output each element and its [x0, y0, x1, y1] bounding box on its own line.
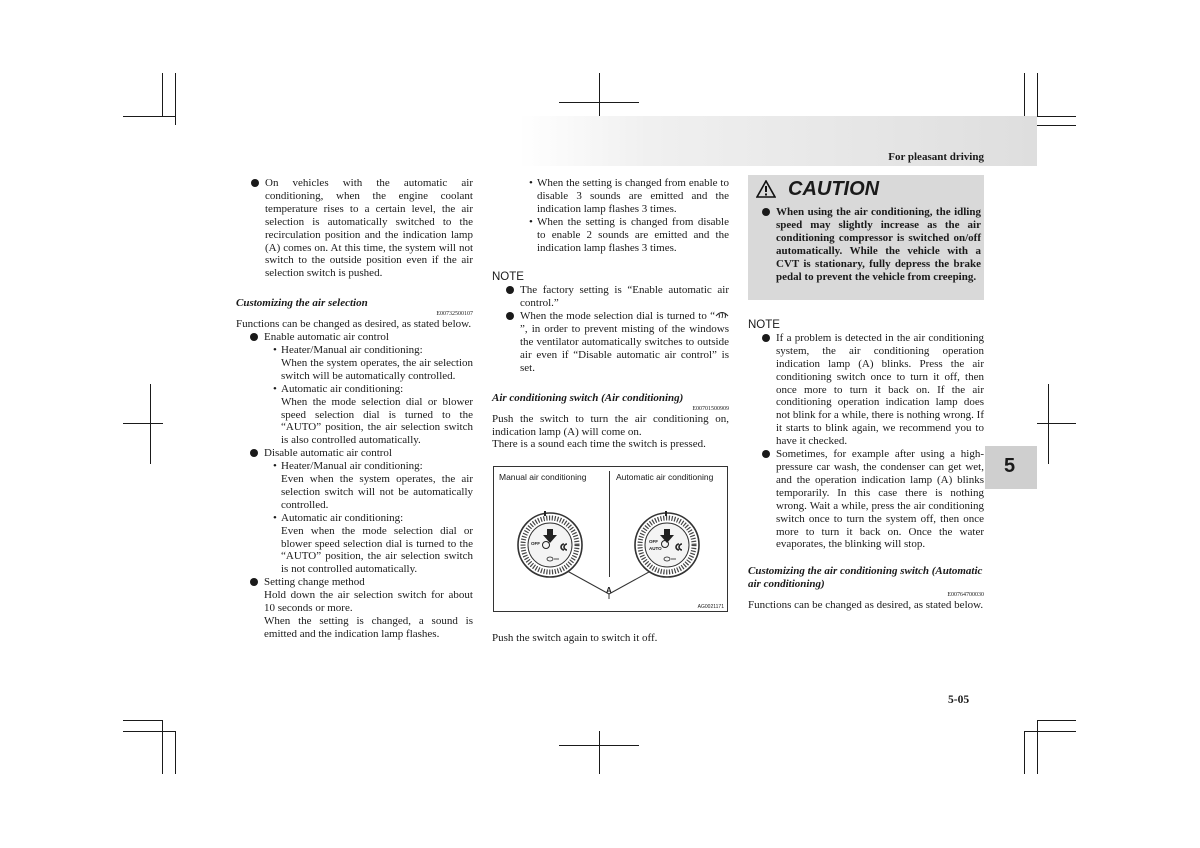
note-label: NOTE [492, 271, 524, 284]
sub-item-text: Even when the mode selection dial or blower speed selection dial is turned to the “AUTO” position, the air selection switch is not controlled automatically. [281, 524, 473, 576]
section-heading: Air conditioning switch (Air conditioning) [492, 391, 684, 404]
bullet-item [236, 447, 473, 460]
sub-bullet-icon: • [273, 343, 277, 356]
chapter-tab [985, 446, 1037, 489]
item-text: Hold down the air selection switch for about 10 seconds or more. [264, 589, 473, 615]
ac-switch-figure [493, 466, 728, 612]
item-label: Setting change method [264, 576, 365, 589]
bullet-dot-icon [506, 286, 514, 294]
crop-mark [150, 384, 151, 464]
dial-pointer [544, 511, 546, 516]
lead-text: Functions can be changed as desired, as stated below. [236, 318, 472, 331]
sub-item-label: Automatic air conditioning: [281, 382, 404, 395]
crop-mark [1037, 73, 1038, 116]
sub-item-text: When the system operates, the air selection switch will be automatically controlled. [281, 356, 473, 382]
crop-mark [1048, 384, 1049, 464]
figure-code: AG0021171 [697, 604, 724, 610]
sub-item [236, 460, 473, 473]
bullet-dot-icon [762, 450, 770, 458]
caution-text: When using the air conditioning, the idling speed may slightly increase as the air conditioning compressor is switched on/off automatically. While the vehicle with a CVT is stationary, fully depress the brake pedal to prevent the vehicle from creeping. [776, 206, 981, 283]
note-text: If a problem is detected in the air conditioning system, the air conditioning operation indication lamp (A) blinks. Press the air conditioning switch once to turn it off, then once more to turn it back on. If the air conditioning operation indication lamp does not blink for a while, there is nothing wrong. If it starts to blink again, we recommend you to have it checked. [776, 331, 984, 448]
sub-bullet-icon: • [273, 511, 277, 524]
bullet-dot-icon [762, 334, 770, 342]
crop-mark [175, 731, 176, 774]
sub-item [492, 177, 729, 216]
dial-pointer [665, 511, 667, 516]
body-text: Push the switch to turn the air conditioning on, indication lamp (A) will come on. [492, 412, 729, 438]
note-item [748, 332, 984, 448]
sub-bullet-icon: • [273, 382, 277, 395]
item-label: Enable automatic air control [264, 331, 389, 344]
crop-mark [123, 731, 175, 732]
heading-code: E00701500909 [692, 405, 729, 412]
bullet-item [236, 576, 473, 589]
warning-triangle-icon [756, 180, 776, 198]
manual-dial [518, 511, 582, 577]
sub-item-text: When the mode selection dial or blower speed selection dial is turned to the “AUTO” position, the air selection switch is also controlled automatically. [281, 395, 473, 447]
heading-code: E00764700030 [947, 592, 984, 599]
sub-item [236, 383, 473, 396]
crop-mark [599, 731, 600, 774]
sub-bullet-icon: • [529, 177, 533, 189]
crop-mark [123, 720, 163, 721]
body-text: Push the switch again to switch it off. [492, 632, 658, 644]
sub-item-label: Automatic air conditioning: [281, 511, 404, 524]
sub-item-text: Even when the system operates, the air selection switch will not be automatically controlled. [281, 473, 473, 511]
sub-bullet-icon: • [273, 460, 277, 473]
sub-item [236, 344, 473, 357]
bullet-dot-icon [251, 179, 259, 187]
automatic-dial [635, 511, 699, 577]
crop-mark [1037, 423, 1076, 424]
crop-mark [162, 73, 163, 116]
column-3 [748, 319, 984, 612]
note-text-pre: When the mode selection dial is turned to “ [520, 310, 715, 323]
bullet-dot-icon [250, 449, 258, 457]
crop-mark [1037, 125, 1076, 126]
bullet-dot-icon [506, 312, 514, 320]
crop-mark [1024, 731, 1025, 774]
sub-item-label: Heater/Manual air conditioning: [281, 343, 423, 356]
note-text: Sometimes, for example after using a high-pressure car wash, the condenser can get wet, and the operation indication lamp (A) blinks temporarily. In this case there is nothing wrong. Wait a while, press the air conditioning switch once to turn the system off, then once more to turn it back on. Once the water evaporates, the blinking will stop. [776, 448, 984, 551]
heading-code: E00732500107 [436, 311, 473, 318]
note-item [492, 284, 729, 310]
figure-label-manual: Manual air conditioning [499, 472, 587, 482]
intro-text: On vehicles with the automatic air conditioning, when the engine coolant temperature rises to a certain level, the air selection is automatically switched to the recirculation position and the indication lamp (A) comes on. At this time, the system will not switch to the outside position even if the air selection switch is pushed. [265, 177, 473, 280]
bullet-dot-icon [762, 208, 770, 216]
note-item [748, 448, 984, 551]
section-heading: Customizing the air selection [236, 297, 368, 310]
note-text: The factory setting is “Enable automatic air control.” [520, 284, 729, 310]
item-text: When the setting is changed, a sound is emitted and the indication lamp flashes. [264, 615, 473, 640]
crop-mark [1024, 731, 1076, 732]
page-number: 5-05 [948, 694, 970, 706]
lead-text: Functions can be changed as desired, as stated below. [748, 599, 984, 612]
bullet-item [236, 331, 473, 344]
section-heading: Customizing the air conditioning switch (Automatic air conditioning) [748, 565, 983, 591]
crop-mark [1037, 720, 1076, 721]
crop-mark [123, 116, 175, 117]
bullet-dot-icon [250, 578, 258, 586]
section-title: For pleasant driving [888, 151, 984, 163]
callout-label: A [606, 586, 612, 595]
dial-auto-label: AUTO [649, 546, 662, 551]
dial-off-label: OFF [649, 539, 658, 544]
sub-item-label: Heater/Manual air conditioning: [281, 460, 423, 473]
crop-mark [175, 73, 176, 125]
sub-item [492, 216, 729, 255]
body-text: There is a sound each time the switch is pressed. [492, 438, 706, 451]
item-label: Disable automatic air control [264, 447, 392, 460]
column-2 [492, 177, 729, 451]
bullet-dot-icon [250, 333, 258, 341]
note-item [492, 310, 729, 375]
dial-off-label: OFF [531, 541, 540, 546]
crop-mark [1037, 720, 1038, 774]
sub-item-text: When the setting is changed from disable to enable 2 sounds are emitted and the indication lamp flashes 3 times. [537, 215, 729, 254]
chapter-number: 5 [1004, 455, 1016, 477]
note-text-post: ”, in order to prevent misting of the windows the ventilator automatically switches to outside air even if “Disable automatic air control” is set. [520, 323, 729, 374]
figure-label-automatic: Automatic air conditioning [616, 472, 714, 482]
column-1 [236, 177, 473, 641]
sub-bullet-icon: • [529, 215, 533, 228]
bullet-item [236, 177, 473, 280]
defrost-icon [715, 310, 729, 320]
caution-item [748, 206, 981, 283]
sub-item-text: When the setting is changed from enable to disable 3 sounds are emitted and the indication lamp flashes 3 times. [537, 177, 729, 215]
caution-title: CAUTION [788, 178, 880, 200]
sub-item [236, 512, 473, 525]
note-label: NOTE [748, 319, 780, 331]
crop-mark [123, 423, 163, 424]
crop-mark [162, 720, 163, 774]
